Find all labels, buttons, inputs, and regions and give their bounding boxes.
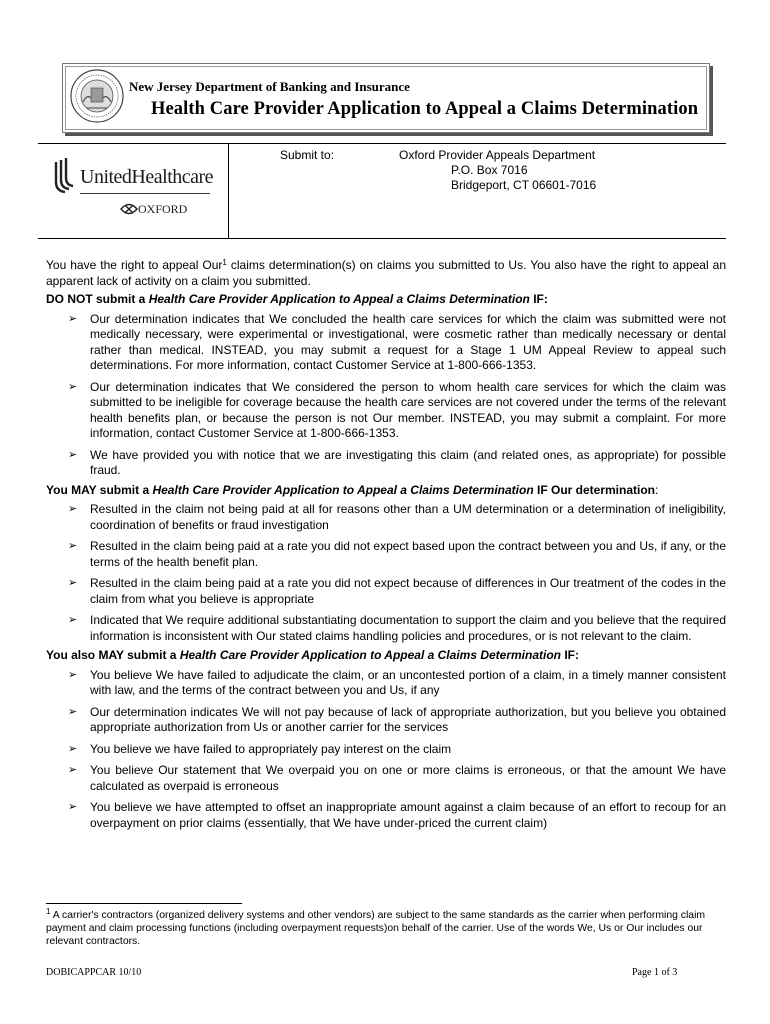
arrow-bullet-icon: ➢ <box>68 705 78 718</box>
intro-text-start: You have the right to appeal Our <box>46 258 223 272</box>
intro-paragraph <box>46 258 726 289</box>
form-title: Health Care Provider Application to Appeal a Claims Determination <box>151 99 699 119</box>
list-item-text: You believe we have attempted to offset an inappropriate amount against a claim because of an effort to recoup for an overpayment on prior claims (essentially, that We have under-priced the current claim) <box>90 800 726 830</box>
section-also-may-submit-list <box>46 668 726 832</box>
list-item <box>46 668 726 699</box>
brand-name: UnitedHealthcare <box>80 166 214 188</box>
list-item <box>46 502 726 533</box>
nj-state-seal-icon <box>69 68 125 124</box>
arrow-bullet-icon: ➢ <box>68 503 78 515</box>
oxford-logo-icon <box>120 201 138 217</box>
address-line-3: Bridgeport, CT 06601-7016 <box>451 178 597 192</box>
arrow-bullet-icon: ➢ <box>68 801 78 813</box>
sub-brand-name: OXFORD <box>138 202 188 216</box>
heading-form-name: Health Care Provider Application to Appeal a Claims Determination <box>148 292 530 306</box>
list-item-text: Our determination indicates We will not pay because of lack of appropriate authorization, but you believe you obtained appropriate authorization from Us or another carrier for the services <box>90 704 726 734</box>
list-item <box>46 448 726 479</box>
arrow-bullet-icon: ➢ <box>68 577 78 589</box>
section-do-not-submit-heading <box>46 292 726 308</box>
address-line-2: P.O. Box 7016 <box>451 163 528 177</box>
list-item-text: We have provided you with notice that we are investigating this claim (and related ones, as appropriate) for possible fraud. <box>90 447 726 477</box>
heading-colon: : <box>655 482 659 497</box>
heading-suffix: IF: <box>561 648 580 662</box>
heading-prefix: DO NOT submit a <box>46 292 149 306</box>
list-item-text: You believe we have failed to appropriately pay interest on the claim <box>90 741 452 756</box>
list-item-text: You believe We have failed to adjudicate the claim, or an uncontested portion of a claim, in a timely manner consistent with law, and the terms of the contract between you and Us, if any <box>90 667 726 697</box>
form-header <box>62 63 710 133</box>
list-item <box>46 576 726 607</box>
submit-to-block <box>280 148 597 192</box>
list-item-text: Resulted in the claim being paid at a rate you did not expect based upon the contract between you and Us, if any, or the terms of the health benefit plan. <box>90 539 726 569</box>
list-item-text: Resulted in the claim being paid at a rate you did not expect because of differences in Our treatment of the codes in the claim from what you believe is appropriate <box>90 576 726 606</box>
heading-form-name: Health Care Provider Application to Appeal a Claims Determination <box>179 648 562 662</box>
arrow-bullet-icon: ➢ <box>68 448 78 461</box>
section-also-may-submit-heading <box>46 648 726 664</box>
page-number: Page 1 of 3 <box>632 967 678 978</box>
arrow-bullet-icon: ➢ <box>68 540 78 552</box>
document-body <box>46 258 726 837</box>
list-item <box>46 312 726 374</box>
footnote-divider <box>46 903 242 904</box>
unitedhealthcare-logo-icon <box>53 158 77 196</box>
arrow-bullet-icon: ➢ <box>68 380 78 393</box>
list-item-text: Indicated that We require additional substantiating documentation to support the claim and you believe that the required information is inconsistent with Our stated claims handling policies and procedures, or is not relevant to the claim. <box>90 613 726 643</box>
list-item-text: Our determination indicates that We considered the person to whom health care services for which the claim was submitted to be ineligible for coverage because the health care services are not covered under the terms of the relevant health benefits plan, or because the person is not Our member. INSTEAD, you may submit a complaint. For more information, contact Customer Service at 1-800-666-1353. <box>90 379 726 440</box>
list-item <box>46 705 726 736</box>
footnote-text: A carrier's contractors (organized delivery systems and other vendors) are subject to the same standards as the carrier when performing claim payment and claim processing functions (including overpayment requests)on behalf of the carrier. Use of the words We, Us or Our includes our relevant contractors. <box>46 910 706 947</box>
section-may-submit-heading <box>46 483 726 499</box>
section-may-submit-list <box>46 502 726 644</box>
form-header-inner-border <box>65 66 707 130</box>
submission-info-table <box>38 143 726 239</box>
list-item <box>46 742 726 758</box>
list-item <box>46 763 726 794</box>
footnote <box>46 909 726 948</box>
list-item-text: Our determination indicates that We concluded the health care services for which the claim was submitted were not medically necessary, were experimental or investigational, were cosmetic rather than medically necessary or dental rather than medical. INSTEAD, you may submit a request for a Stage 1 UM Appeal Review to appeal such determinations. For more information, contact Customer Service at 1-800-666-1353. <box>90 311 726 372</box>
arrow-bullet-icon: ➢ <box>68 614 78 626</box>
heading-suffix: IF Our determination <box>533 482 656 497</box>
form-code: DOBICAPPCAR 10/10 <box>46 967 142 978</box>
arrow-bullet-icon: ➢ <box>68 668 78 681</box>
arrow-bullet-icon: ➢ <box>68 312 78 325</box>
intro-text-end: claims determination(s) on claims you submitted to Us. You also have the right to appeal an apparent lack of activity on a claim you submitted. <box>46 258 726 288</box>
heading-prefix: You MAY submit a <box>46 482 153 497</box>
address-line-1: Oxford Provider Appeals Department <box>399 148 596 162</box>
department-name: New Jersey Department of Banking and Insurance <box>129 79 410 94</box>
list-item-text: You believe Our statement that We overpaid you on one or more claims is erroneous, or that the amount We have calculated as overpaid is erroneous <box>90 763 726 793</box>
arrow-bullet-icon: ➢ <box>68 764 78 776</box>
footnote-marker: 1 <box>46 907 51 916</box>
submit-to-label: Submit to: <box>280 148 335 162</box>
list-item <box>46 613 726 644</box>
heading-form-name: Health Care Provider Application to Appeal a Claims Determination <box>152 482 534 497</box>
footnote-ref: 1 <box>222 258 227 267</box>
arrow-bullet-icon: ➢ <box>68 742 78 755</box>
list-item <box>46 380 726 442</box>
list-item <box>46 800 726 831</box>
list-item <box>46 539 726 570</box>
mailing-address <box>399 148 596 193</box>
logo-divider <box>80 193 210 194</box>
section-do-not-submit-list <box>46 312 726 479</box>
heading-suffix: IF: <box>529 292 548 306</box>
logo-cell <box>38 144 229 238</box>
heading-prefix: You also MAY submit a <box>46 648 180 662</box>
list-item-text: Resulted in the claim not being paid at all for reasons other than a UM determination or a determination of ineligibility, coordination of benefits or fraud investigation <box>90 502 726 532</box>
